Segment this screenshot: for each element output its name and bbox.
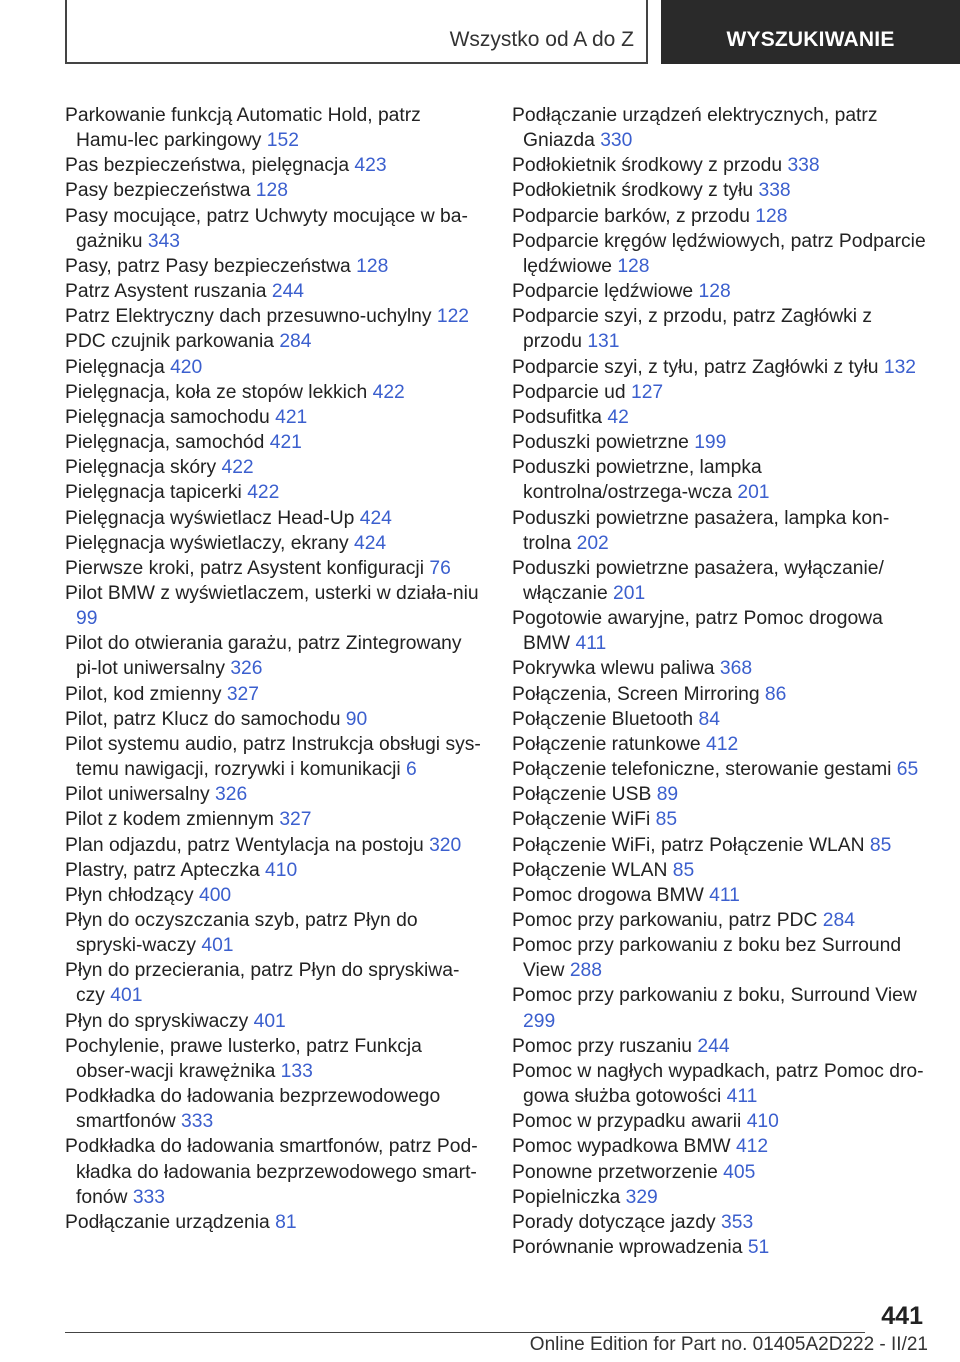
entry-text: Pilot z kodem zmiennym xyxy=(65,809,280,831)
index-entry xyxy=(65,355,481,380)
entry-text: Płyn do spryskiwaczy xyxy=(65,1010,254,1032)
entry-page-link[interactable]: 51 xyxy=(747,1237,770,1259)
entry-page-link[interactable]: 412 xyxy=(706,733,739,755)
entry-page-link[interactable]: 201 xyxy=(613,582,646,604)
index-entry xyxy=(512,405,932,430)
entry-page-link[interactable]: 327 xyxy=(279,809,312,831)
index-entry xyxy=(65,833,481,858)
index-entry xyxy=(512,1059,932,1109)
index-entry xyxy=(65,883,481,908)
entry-text: Pomoc przy parkowaniu, patrz PDC xyxy=(512,910,823,931)
entry-page-link[interactable]: 421 xyxy=(275,406,308,428)
index-entry xyxy=(65,858,481,883)
entry-page-link[interactable]: 201 xyxy=(737,482,770,504)
entry-page-link[interactable]: 420 xyxy=(170,356,203,378)
index-entry xyxy=(65,405,481,430)
index-entry xyxy=(65,178,481,203)
entry-text: Poduszki powietrzne pasażera, lampka kon-trolna xyxy=(512,507,890,554)
entry-text: PDC czujnik parkowania xyxy=(65,331,280,353)
entry-page-link[interactable]: 199 xyxy=(694,432,727,454)
entry-page-link[interactable]: 85 xyxy=(672,859,695,881)
entry-text: Podparcie ud xyxy=(512,381,631,403)
index-entry xyxy=(65,430,481,455)
entry-text: Ponowne przetworzenie xyxy=(512,1161,724,1183)
entry-text: Pomoc przy ruszaniu xyxy=(512,1035,698,1057)
index-entry xyxy=(65,1210,481,1235)
entry-page-link[interactable]: 128 xyxy=(755,205,788,227)
index-entry xyxy=(65,1134,481,1209)
index-entry xyxy=(65,304,481,329)
index-entry xyxy=(512,656,932,681)
index-entry xyxy=(512,153,932,178)
entry-page-link[interactable]: 353 xyxy=(721,1211,754,1233)
entry-page-link[interactable]: 202 xyxy=(576,532,609,554)
entry-text: Pielęgnacja skóry xyxy=(65,457,222,479)
entry-text: Połączenie ratunkowe xyxy=(512,733,706,755)
entry-page-link[interactable]: 368 xyxy=(719,658,753,680)
entry-page-link[interactable]: 299 xyxy=(523,1010,556,1032)
index-entry xyxy=(65,958,481,1008)
index-entry xyxy=(512,229,932,279)
header-frame xyxy=(65,0,648,64)
entry-text: Plan odjazdu, patrz Wentylacja na postoju xyxy=(65,834,430,856)
index-entry xyxy=(512,732,932,757)
index-entry xyxy=(512,178,932,203)
entry-text: Podparcie kręgów lędźwiowych, patrz Podparcie lędźwiowe xyxy=(512,230,926,277)
page-number: 441 xyxy=(881,1302,923,1330)
entry-text: Podparcie szyi, z przodu, patrz Zagłówki z przodu xyxy=(512,306,873,353)
entry-text: Poduszki powietrzne pasażera, wyłączanie/ włączanie xyxy=(512,557,884,604)
entry-page-link[interactable]: 244 xyxy=(697,1035,730,1057)
entry-text: Podkładka do ładowania smartfonów, patrz Pod-kładka do ładowania bezprzewodowego smart-fonów xyxy=(65,1136,478,1208)
entry-page-link[interactable]: 42 xyxy=(607,406,629,428)
index-entry xyxy=(512,1109,932,1134)
entry-text: Porównanie wprowadzenia xyxy=(512,1237,748,1259)
index-entry xyxy=(65,682,481,707)
entry-page-link[interactable]: 288 xyxy=(569,960,602,982)
index-entry xyxy=(65,204,481,254)
section-title: Wszystko od A do Z xyxy=(449,28,634,51)
entry-text: Pokrywka wlewu paliwa xyxy=(512,658,720,680)
index-entry xyxy=(65,631,481,681)
index-entry xyxy=(65,707,481,732)
index-entry xyxy=(512,380,932,405)
index-entry xyxy=(512,707,932,732)
entry-text: Pielęgnacja samochodu xyxy=(65,406,276,428)
index-entry xyxy=(512,204,932,229)
entry-page-link[interactable]: 400 xyxy=(198,884,232,906)
entry-text: Poduszki powietrzne, lampka kontrolna/ostrzega-wcza xyxy=(512,457,762,504)
index-entry xyxy=(512,506,932,556)
index-entry xyxy=(512,455,932,505)
footer-edition: Online Edition for Part no. 01405A2D222 - II/21 xyxy=(529,1334,928,1355)
index-entry xyxy=(512,807,932,832)
entry-text: Pilot uniwersalny xyxy=(65,784,216,806)
entry-text: Patrz Asystent ruszania xyxy=(65,281,272,303)
index-entry xyxy=(512,757,932,782)
entry-page-link[interactable]: 133 xyxy=(280,1060,313,1082)
index-entry xyxy=(512,606,932,656)
entry-page-link[interactable]: 423 xyxy=(354,155,387,177)
index-entry xyxy=(65,1084,481,1134)
entry-page-link[interactable]: 284 xyxy=(279,331,312,353)
index-entry xyxy=(65,1034,481,1084)
entry-text: Pas bezpieczeństwa, pielęgnacja xyxy=(65,155,355,177)
entry-page-link[interactable]: 401 xyxy=(110,985,143,1007)
entry-page-link[interactable]: 326 xyxy=(230,658,263,680)
entry-text: Podłokietnik środkowy z przodu xyxy=(512,155,788,177)
entry-text: Patrz Elektryczny dach przesuwno-uchylny xyxy=(65,306,437,328)
entry-text: Połączenie WiFi xyxy=(512,809,656,831)
entry-text: Pilot, patrz Klucz do samochodu xyxy=(65,708,346,730)
entry-page-link[interactable]: 338 xyxy=(758,180,791,202)
entry-text: Pilot BMW z wyświetlaczem, usterki w działa-niu xyxy=(65,582,479,604)
entry-page-link[interactable]: 333 xyxy=(181,1111,214,1133)
entry-page-link[interactable]: 326 xyxy=(215,784,248,806)
index-entry xyxy=(512,1235,932,1260)
entry-text: Płyn chłodzący xyxy=(65,884,199,906)
entry-text: Podparcie szyi, z tyłu, patrz Zagłówki z tyłu xyxy=(512,356,884,378)
entry-text: Podłączanie urządzeń elektrycznych, patrz Gniazda xyxy=(512,105,878,152)
index-entry xyxy=(65,480,481,505)
index-entry xyxy=(512,883,932,908)
index-entry xyxy=(65,329,481,354)
entry-text: Podłączanie urządzenia xyxy=(65,1211,276,1233)
entry-page-link[interactable]: 410 xyxy=(746,1111,779,1133)
entry-text: Podkładka do ładowania bezprzewodowego smartfonów xyxy=(65,1086,441,1133)
entry-page-link[interactable]: 128 xyxy=(617,255,650,277)
index-entry xyxy=(512,858,932,883)
entry-page-link[interactable]: 401 xyxy=(201,935,234,957)
entry-page-link[interactable]: 128 xyxy=(698,281,731,303)
entry-page-link[interactable]: 127 xyxy=(630,381,664,403)
entry-text: Porady dotyczące jazdy xyxy=(512,1211,721,1233)
entry-text: Połączenie Bluetooth xyxy=(512,708,699,730)
entry-text: Pomoc drogowa BMW xyxy=(512,884,710,906)
entry-page-link[interactable]: 81 xyxy=(275,1211,297,1233)
index-entry xyxy=(512,1210,932,1235)
entry-text: Poduszki powietrzne xyxy=(512,432,695,454)
entry-text: Pierwsze kroki, patrz Asystent konfiguracji xyxy=(65,557,430,579)
index-entry xyxy=(65,807,481,832)
entry-text: Połączenie WLAN xyxy=(512,859,673,881)
entry-text: Podparcie barków, z przodu xyxy=(512,205,756,227)
index-column-left xyxy=(65,103,481,1235)
entry-text: Pasy mocujące, patrz Uchwyty mocujące w ba-gażniku xyxy=(65,205,468,252)
entry-text: Pochylenie, prawe lusterko, patrz Funkcja obser-wacji krawężnika xyxy=(65,1035,422,1082)
index-entry xyxy=(512,1034,932,1059)
index-entry xyxy=(512,933,932,983)
entry-page-link[interactable]: 421 xyxy=(269,432,302,454)
entry-page-link[interactable]: 422 xyxy=(247,482,280,504)
footer-divider xyxy=(65,1332,865,1333)
entry-page-link[interactable]: 422 xyxy=(372,381,405,403)
entry-text: Połączenia, Screen Mirroring xyxy=(512,683,765,705)
entry-text: Pasy, patrz Pasy bezpieczeństwa xyxy=(65,255,357,277)
entry-text: Płyn do przecierania, patrz Płyn do spryskiwa-czy xyxy=(65,960,460,1007)
entry-text: Połączenie USB xyxy=(512,784,657,806)
entry-page-link[interactable]: 85 xyxy=(655,809,678,831)
entry-page-link[interactable]: 128 xyxy=(356,255,389,277)
entry-text: Pilot, kod zmienny xyxy=(65,683,227,705)
entry-page-link[interactable]: 405 xyxy=(723,1161,756,1183)
index-column-right xyxy=(512,103,932,1260)
entry-page-link[interactable]: 329 xyxy=(625,1186,658,1208)
entry-text: Pielęgnacja wyświetlacz Head-Up xyxy=(65,507,360,529)
index-entry xyxy=(65,556,481,581)
entry-page-link[interactable]: 422 xyxy=(221,457,254,479)
index-entry xyxy=(512,1160,932,1185)
search-tab-label: WYSZUKIWANIE xyxy=(726,28,895,51)
entry-page-link[interactable]: 244 xyxy=(271,281,305,303)
index-entry xyxy=(65,380,481,405)
index-entry xyxy=(65,908,481,958)
entry-text: Popielniczka xyxy=(512,1186,626,1208)
index-entry xyxy=(65,153,481,178)
entry-page-link[interactable]: 424 xyxy=(353,532,387,554)
index-entry xyxy=(512,279,932,304)
entry-page-link[interactable]: 411 xyxy=(575,633,607,655)
index-entry xyxy=(65,1009,481,1034)
index-entry xyxy=(65,531,481,556)
index-entry xyxy=(512,833,932,858)
entry-page-link[interactable]: 84 xyxy=(698,708,720,730)
index-entry xyxy=(512,304,932,354)
entry-page-link[interactable]: 122 xyxy=(436,306,470,328)
entry-page-link[interactable]: 284 xyxy=(822,910,855,931)
entry-text: Podsufitka xyxy=(512,406,608,428)
index-entry xyxy=(65,103,481,153)
index-entry xyxy=(512,103,932,153)
entry-page-link[interactable]: 6 xyxy=(406,759,417,781)
entry-page-link[interactable]: 333 xyxy=(132,1186,165,1208)
entry-page-link[interactable]: 411 xyxy=(709,884,740,906)
index-entry xyxy=(512,430,932,455)
entry-page-link[interactable]: 327 xyxy=(226,683,259,705)
index-entry xyxy=(65,782,481,807)
entry-page-link[interactable]: 330 xyxy=(600,130,633,152)
index-entry xyxy=(65,455,481,480)
entry-page-link[interactable]: 86 xyxy=(764,683,787,705)
index-entry xyxy=(512,355,932,380)
index-entry xyxy=(65,732,481,782)
index-entry xyxy=(65,254,481,279)
entry-text: Pilot systemu audio, patrz Instrukcja obsługi sys-temu nawigacji, rozrywki i komunikacji xyxy=(65,733,481,781)
entry-text: Podparcie lędźwiowe xyxy=(512,281,699,303)
entry-page-link[interactable]: 132 xyxy=(883,356,917,378)
entry-text: Pomoc przy parkowaniu z boku bez Surround View xyxy=(512,935,902,982)
entry-page-link[interactable]: 90 xyxy=(345,708,368,730)
entry-page-link[interactable]: 85 xyxy=(869,834,892,856)
entry-page-link[interactable]: 424 xyxy=(359,507,392,529)
entry-text: Pomoc w nagłych wypadkach, patrz Pomoc dro-gowa służba gotowości xyxy=(512,1060,924,1108)
entry-text: Plastry, patrz Apteczka xyxy=(65,859,266,881)
entry-page-link[interactable]: 411 xyxy=(726,1086,758,1108)
entry-page-link[interactable]: 152 xyxy=(266,130,299,152)
entry-page-link[interactable]: 128 xyxy=(255,180,288,202)
entry-text: Pasy bezpieczeństwa xyxy=(65,180,256,202)
entry-text: Połączenie telefoniczne, sterowanie gestami xyxy=(512,759,897,781)
entry-page-link[interactable]: 99 xyxy=(76,608,98,630)
entry-text: Pogotowie awaryjne, patrz Pomoc drogowa BMW xyxy=(512,608,883,655)
entry-page-link[interactable]: 320 xyxy=(429,834,462,856)
entry-text: Parkowanie funkcją Automatic Hold, patrz Hamu-lec parkingowy xyxy=(65,105,421,152)
entry-text: Płyn do oczyszczania szyb, patrz Płyn do spryski-waczy xyxy=(65,910,418,957)
entry-text: Połączenie WiFi, patrz Połączenie WLAN xyxy=(512,834,870,856)
entry-page-link[interactable]: 412 xyxy=(735,1136,769,1158)
index-entry xyxy=(512,1185,932,1210)
entry-text: Pomoc wypadkowa BMW xyxy=(512,1136,736,1158)
entry-text: Pomoc w przypadku awarii xyxy=(512,1111,747,1133)
entry-text: Pielęgnacja wyświetlaczy, ekrany xyxy=(65,532,354,554)
index-entry xyxy=(512,1134,932,1159)
entry-text: Pielęgnacja, koła ze stopów lekkich xyxy=(65,381,373,403)
entry-page-link[interactable]: 401 xyxy=(253,1010,286,1032)
index-entry xyxy=(65,581,481,631)
entry-page-link[interactable]: 89 xyxy=(656,784,679,806)
index-entry xyxy=(512,782,932,807)
search-tab[interactable] xyxy=(661,0,960,64)
entry-text: Pielęgnacja xyxy=(65,356,171,378)
entry-text: Podłokietnik środkowy z tyłu xyxy=(512,180,759,202)
index-entry xyxy=(65,506,481,531)
index-entry xyxy=(512,682,932,707)
entry-page-link[interactable]: 343 xyxy=(147,230,180,252)
index-entry xyxy=(65,279,481,304)
entry-page-link[interactable]: 65 xyxy=(896,759,919,781)
index-entry xyxy=(512,556,932,606)
entry-text: Pomoc przy parkowaniu z boku, Surround View xyxy=(512,985,917,1007)
entry-page-link[interactable]: 410 xyxy=(265,859,298,881)
index-entry xyxy=(512,983,932,1033)
entry-page-link[interactable]: 131 xyxy=(587,331,620,353)
entry-text: Pielęgnacja tapicerki xyxy=(65,482,248,504)
entry-text: Pilot do otwierania garażu, patrz Zintegrowany pi-lot uniwersalny xyxy=(65,633,462,680)
entry-page-link[interactable]: 338 xyxy=(787,155,820,177)
index-entry xyxy=(512,908,932,933)
entry-page-link[interactable]: 76 xyxy=(429,557,451,579)
entry-text: Pielęgnacja, samochód xyxy=(65,432,270,454)
